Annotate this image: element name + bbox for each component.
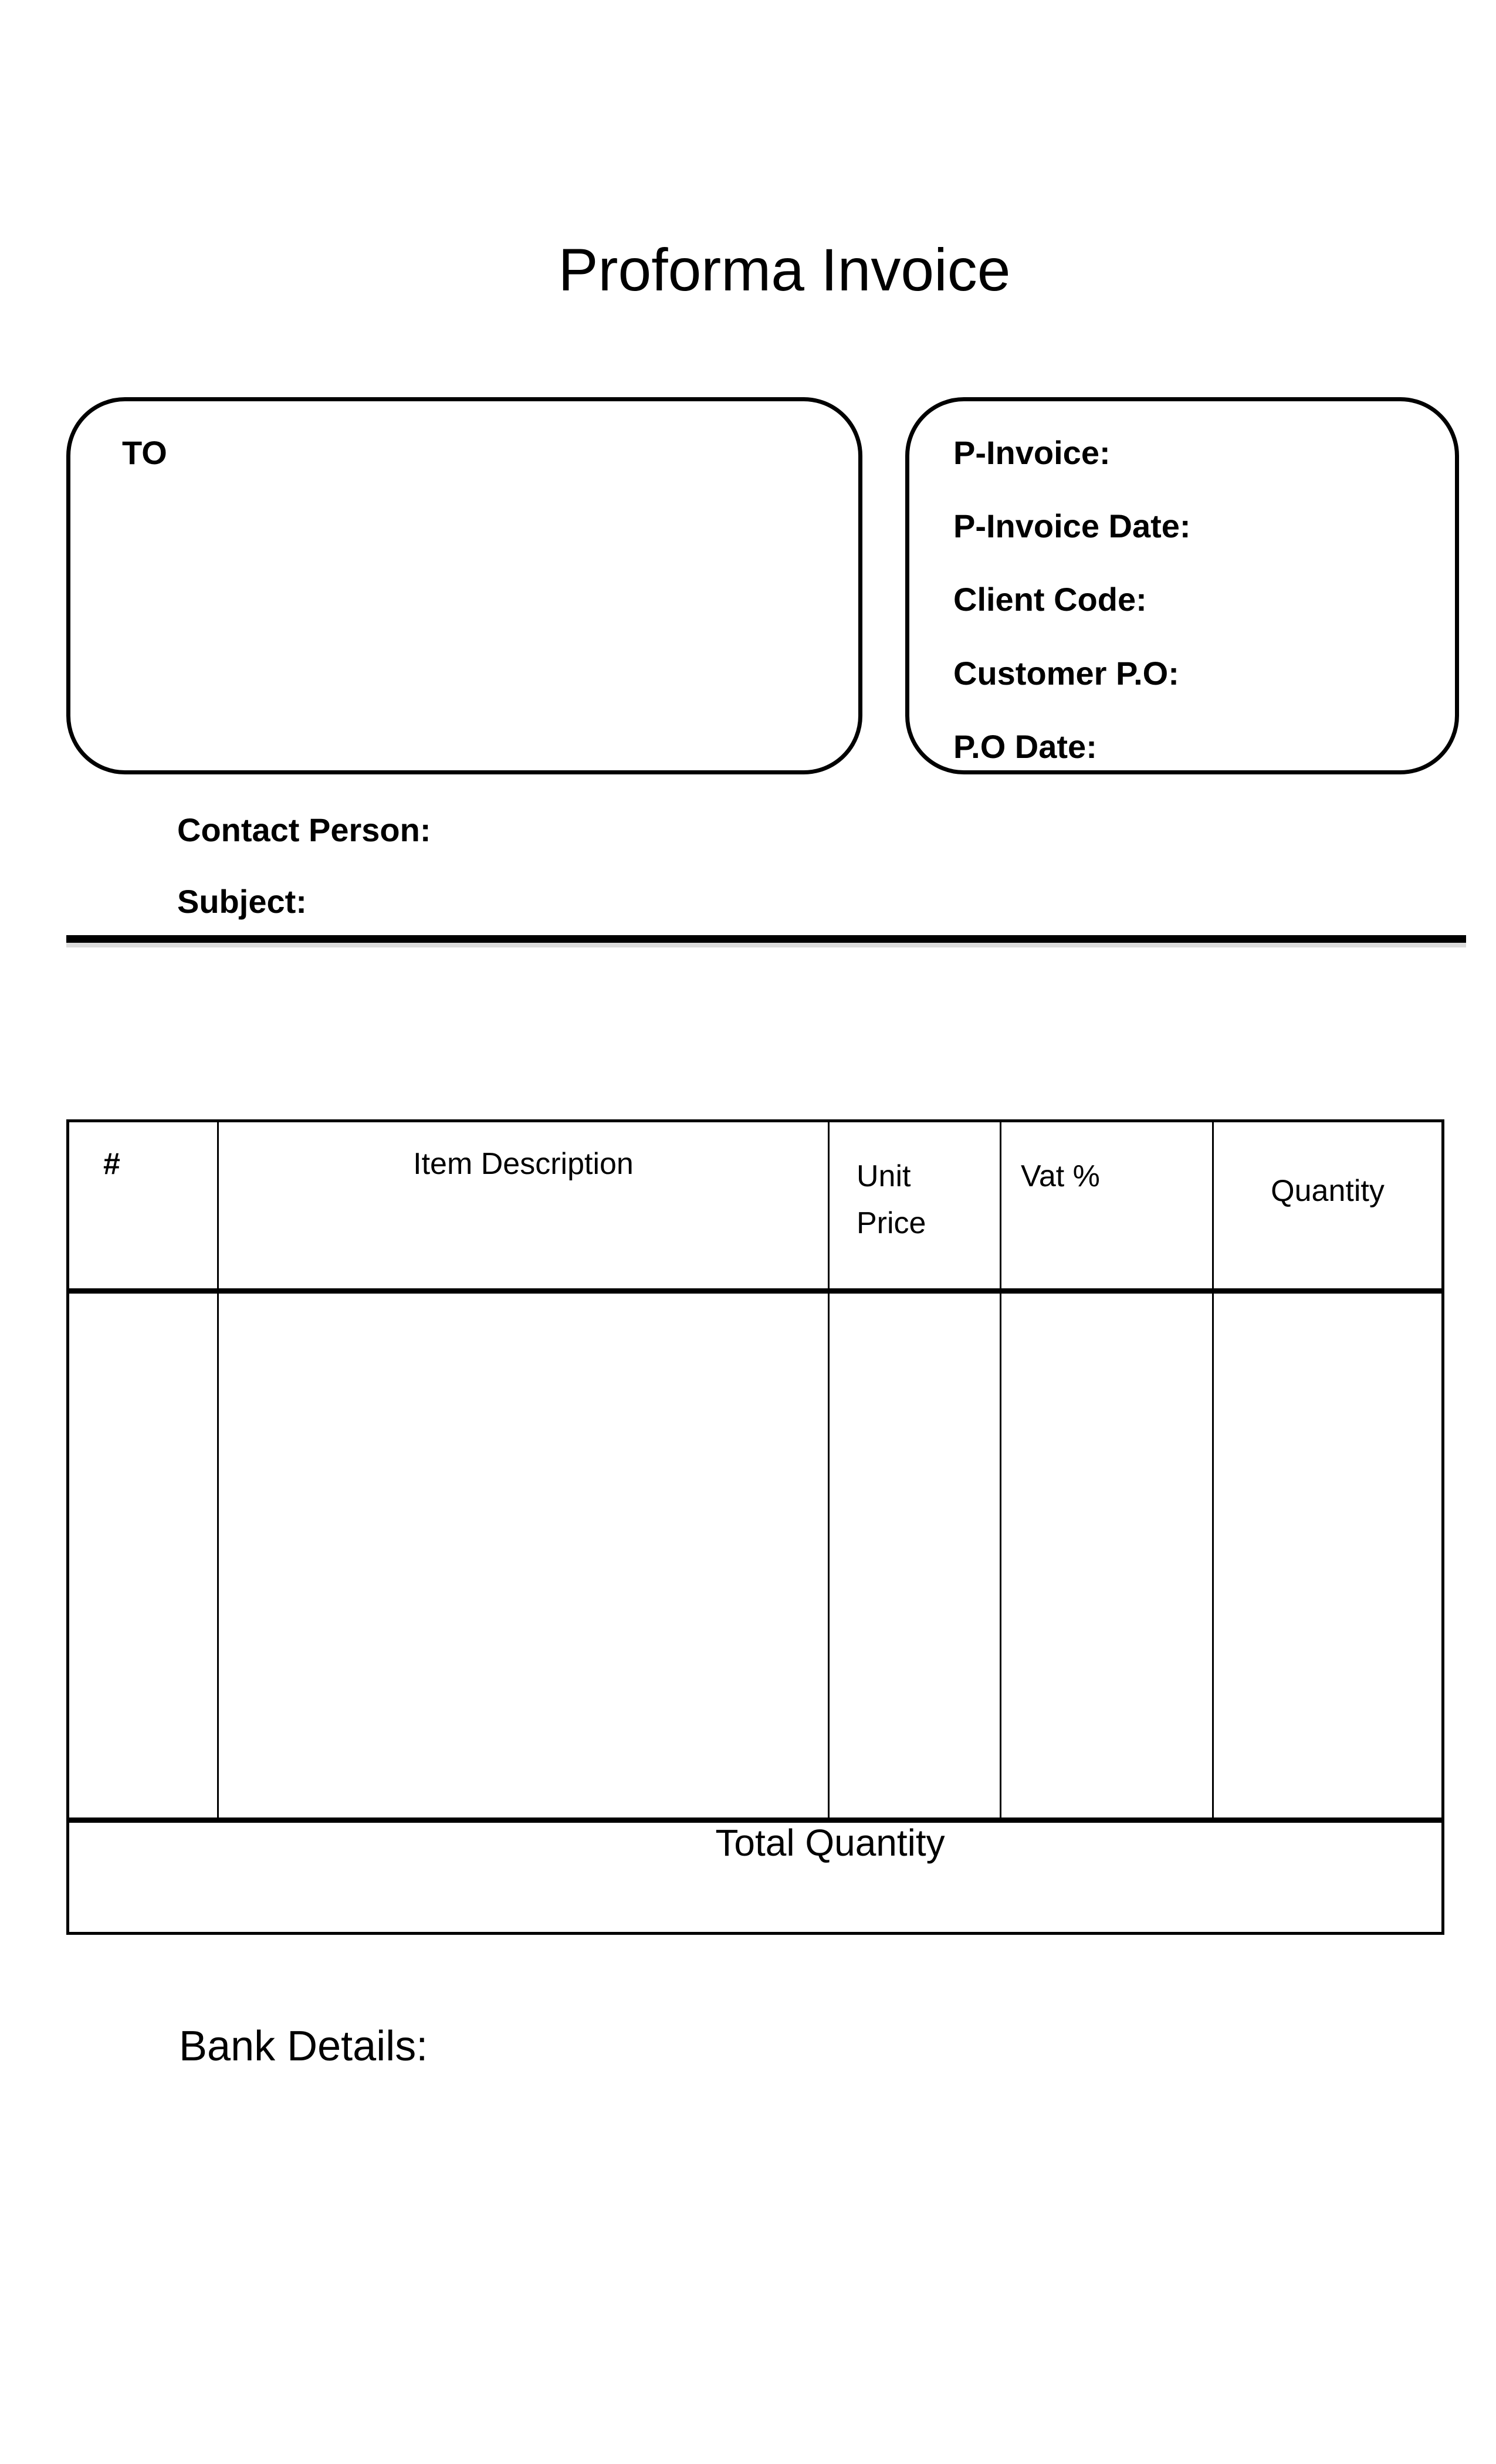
bank-details-label: Bank Details:: [179, 2023, 428, 2070]
total-quantity-label: Total Quantity: [715, 1822, 945, 1864]
col-header-number: #: [69, 1122, 219, 1294]
col-header-vat-percent: Vat %: [1001, 1122, 1214, 1294]
contact-person-label: Contact Person:: [177, 811, 431, 848]
col-header-item-description: Item Description: [219, 1122, 830, 1294]
po-date-label: P.O Date:: [953, 727, 1097, 765]
col-header-unit-price-text: Unit Price: [857, 1159, 926, 1240]
section-divider: [66, 935, 1466, 943]
contact-section: [177, 810, 431, 921]
document-title: Proforma Invoice: [558, 236, 1011, 303]
table-body-cell-quantity[interactable]: [1214, 1294, 1441, 1823]
items-table: [66, 1119, 1444, 1935]
recipient-box-label: TO: [122, 434, 167, 471]
table-body-cell-item-description[interactable]: [219, 1294, 830, 1823]
p-invoice-label: P-Invoice:: [953, 434, 1111, 471]
total-quantity-row[interactable]: [69, 1823, 1441, 1932]
p-invoice-date-label: P-Invoice Date:: [953, 507, 1191, 545]
col-header-unit-price: [830, 1122, 1001, 1294]
customer-po-label: Customer P.O:: [953, 654, 1179, 692]
table-body-cell-unit-price[interactable]: [830, 1294, 1001, 1823]
recipient-box[interactable]: [66, 397, 862, 774]
invoice-meta-box: [905, 397, 1459, 774]
col-header-quantity: Quantity: [1214, 1122, 1441, 1294]
table-body-cell-vat-percent[interactable]: [1001, 1294, 1214, 1823]
table-body-cell-number[interactable]: [69, 1294, 219, 1823]
client-code-label: Client Code:: [953, 581, 1147, 618]
subject-label: Subject:: [177, 883, 307, 920]
